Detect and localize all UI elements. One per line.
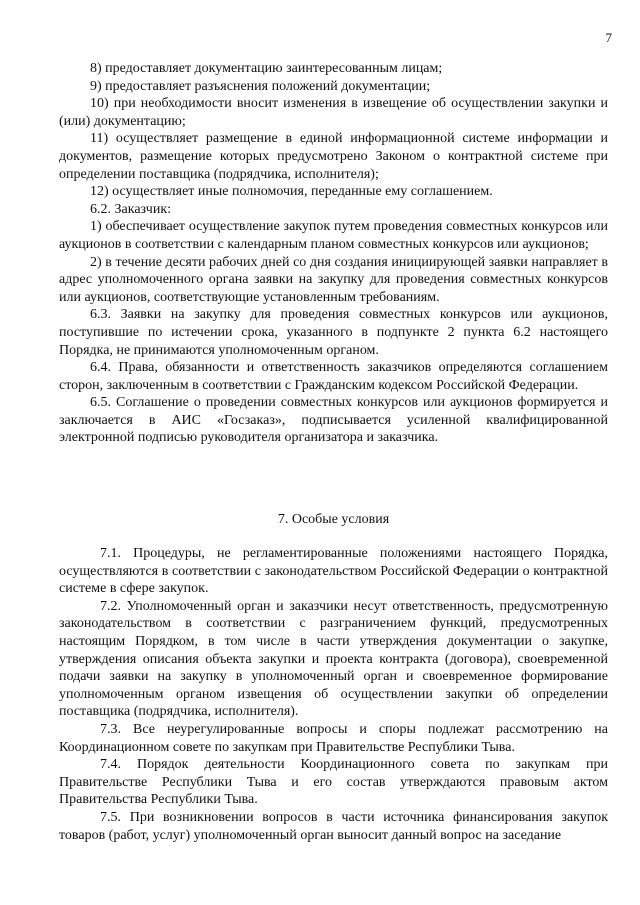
paragraph: 6.2. Заказчик: [90, 201, 172, 217]
paragraph: 6.5. Соглашение о проведении совместных конкурсов или аукционов формируется и заключается в АИС «Госзаказ», подписывается усиленной квалифицированной электронной подписью руководителя организатора и заказчика. [59, 395, 608, 446]
paragraph: 2) в течение десяти рабочих дней со дня создания инициирующей заявки направляет в адрес уполномоченного органа заявки на закупку для проведения совместных конкурсов или аукционов, соответствующие установленным требованиям. [59, 254, 608, 305]
section-7-body [59, 545, 608, 844]
section-6-continuation [59, 60, 608, 447]
paragraph: 7.5. При возникновении вопросов в части источника финансирования закупок товаров (работ, услуг) уполномоченный орган выносит данный вопрос на заседание [59, 809, 608, 843]
paragraph: 8) предоставляет документацию заинтересованным лицам; [90, 61, 443, 76]
paragraph: 1) обеспечивает осуществление закупок путем проведения совместных конкурсов или аукционов в соответствии с календарным планом совместных конкурсов или аукционов; [59, 219, 608, 252]
paragraph: 10) при необходимости вносит изменения в извещение об осуществлении закупки и (или) документацию; [59, 96, 608, 129]
paragraph: 6.3. Заявки на закупку для проведения совместных конкурсов или аукционов, поступившие по истечении срока, указанного в подпункте 2 пункта 6.2 настоящего Порядка, не принимаются уполномоченным органом. [59, 307, 608, 358]
paragraph: 7.1. Процедуры, не регламентированные положениями настоящего Порядка, осуществляются в соответствии с законодательством Российской Федерации о контрактной системе в сфере закупок. [59, 546, 608, 597]
section-heading: 7. Особые условия [277, 512, 390, 527]
paragraph: 6.4. Права, обязанности и ответственность заказчиков определяются соглашением сторон, заключенным в соответствии с Гражданским кодексом Российской Федерации. [59, 360, 608, 393]
paragraph: 7.2. Уполномоченный орган и заказчики несут ответственность, предусмотренную законодательством в соответствии с разграничением функций, предусмотренных настоящим Порядком, в том числе в части утверждения документации о закупке, утверждения описания объекта закупки и проекта контракта (договора), своевременной подачи заявки на закупку в уполномоченный орган и своевременное формирование уполномоченным органом извещения об осуществлении закупки об определении поставщика (подрядчика, исполнителя). [59, 598, 608, 720]
paragraph: 12) осуществляет иные полномочия, переданные ему соглашением. [90, 184, 493, 200]
paragraph: 11) осуществляет размещение в единой информационной системе информации и документов, размещение которых предусмотрено Законом о контрактной системе при определении поставщика (подрядчика, исполнителя); [59, 131, 608, 182]
paragraph: 7.4. Порядок деятельности Координационного совета по закупкам при Правительстве Республики Тыва и его состав утверждаются правовым актом Правительства Республики Тыва. [59, 757, 608, 808]
paragraph: 9) предоставляет разъяснения положений документации; [90, 78, 431, 94]
paragraph: 7.3. Все неурегулированные вопросы и споры подлежат рассмотрению на Координационном совете по закупкам при Правительстве Республики Тыва. [59, 721, 608, 755]
page-number: 7 [605, 30, 612, 45]
